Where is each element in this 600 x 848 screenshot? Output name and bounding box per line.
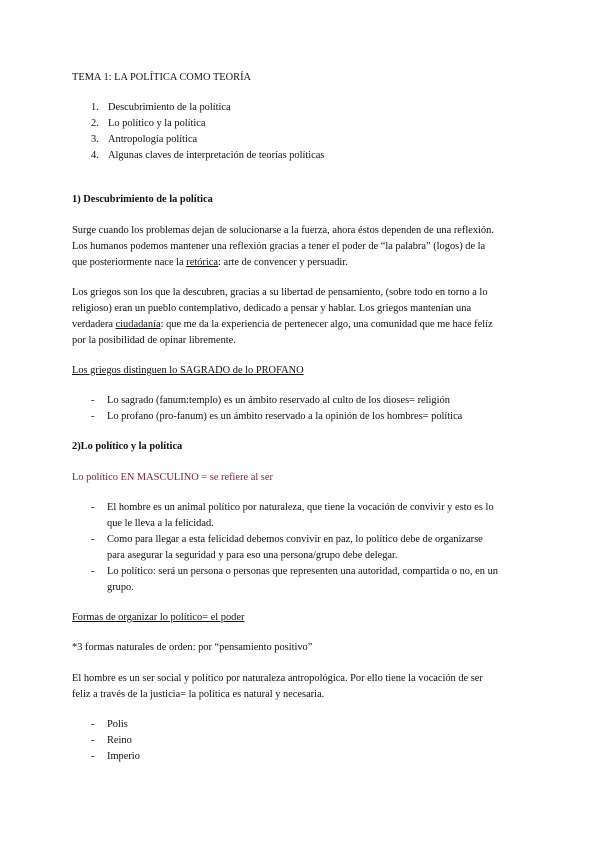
bullet-item-continued: que le lleva a la felicidad.: [107, 518, 214, 529]
toc-item: Descubrimiento de la política: [108, 102, 231, 113]
document-title: TEMA 1: LA POLÍTICA COMO TEORÍA: [72, 72, 252, 83]
colored-definition: Lo político EN MASCULINO = se refiere al ser: [72, 472, 273, 483]
list-item: Imperio: [107, 751, 140, 762]
subheading: Los griegos distinguen lo SAGRADO de lo PROFANO: [72, 365, 304, 376]
bullet-item: Lo sagrado (fanum:templo) es un ámbito reservado al culto de los dioses= religión: [107, 395, 450, 406]
bullet-item-continued: para asegurar la seguridad y para eso una persona/grupo debe delegar.: [107, 550, 398, 561]
subheading: Formas de organizar lo político= el poder: [72, 612, 245, 623]
bullet-dash: -: [91, 534, 95, 545]
bullet-dash: -: [91, 719, 95, 730]
paragraph-line: El hombre es un ser social y político por naturaleza antropológica. Por ello tiene la vocación de ser: [72, 673, 483, 684]
bullet-dash: -: [91, 395, 95, 406]
bullet-dash: -: [91, 411, 95, 422]
bullet-item: El hombre es un animal político por naturaleza, que tiene la vocación de convivir y esto es lo: [107, 502, 494, 513]
bullet-dash: -: [91, 502, 95, 513]
toc-number: 3.: [91, 134, 99, 145]
toc-item: Antropología política: [108, 134, 198, 145]
paragraph-line: Surge cuando los problemas dejan de solucionarse a la fuerza, ahora éstos dependen de una reflexión.: [72, 225, 494, 236]
text-span: verdadera: [72, 319, 116, 330]
text-span: : que me da la experiencia de pertenecer algo, una comunidad que me hace felíz: [160, 319, 493, 330]
paragraph-line: por la posibilidad de opinar libremente.: [72, 335, 236, 346]
underlined-term: retórica: [186, 257, 218, 268]
paragraph-line: religioso) eran un pueblo contemplativo, dedicado a pensar y hablar. Los griegos mantenían una: [72, 303, 472, 314]
paragraph-line: feliz a través de la justicia= la política es natural y necesaria.: [72, 689, 325, 700]
toc-number: 1.: [91, 102, 99, 113]
note-line: *3 formas naturales de orden: por “pensamiento positivo”: [72, 642, 313, 653]
toc-item: Algunas claves de interpretación de teorías políticas: [108, 150, 325, 161]
paragraph-line: [72, 256, 348, 270]
bullet-item: Como para llegar a esta felicidad debemos convivir en paz, lo político debe de organizarse: [107, 534, 483, 545]
bullet-dash: -: [91, 751, 95, 762]
paragraph-line: Los humanos podemos mantener una reflexión gracias a tener el poder de “la palabra” (logos) de la: [72, 241, 486, 252]
toc-item: Lo político y la política: [108, 118, 206, 129]
toc-number: 2.: [91, 118, 99, 129]
bullet-item-continued: grupo.: [107, 582, 134, 593]
bullet-item: Lo político: será un persona o personas que representen una autoridad, compartida o no, en un: [107, 566, 498, 577]
bullet-item: Lo profano (pro-fanum) es un ámbito reservado a la opinión de los hombres= política: [107, 411, 463, 422]
paragraph-line: [72, 318, 493, 332]
toc-number: 4.: [91, 150, 99, 161]
bullet-dash: -: [91, 735, 95, 746]
list-item: Polis: [107, 719, 128, 730]
section-heading: 2)Lo político y la política: [72, 441, 183, 452]
bullet-dash: -: [91, 566, 95, 577]
underlined-term: ciudadanía: [115, 319, 161, 330]
text-span: que posteriormente nace la: [72, 257, 187, 268]
paragraph-line: Los griegos son los que la descubren, gracias a su libertad de pensamiento, (sobre todo en torno a lo: [72, 287, 488, 298]
list-item: Reino: [107, 735, 132, 746]
section-heading: 1) Descubrimiento de la política: [72, 194, 213, 205]
text-span: : arte de convencer y persuadir.: [217, 257, 348, 268]
